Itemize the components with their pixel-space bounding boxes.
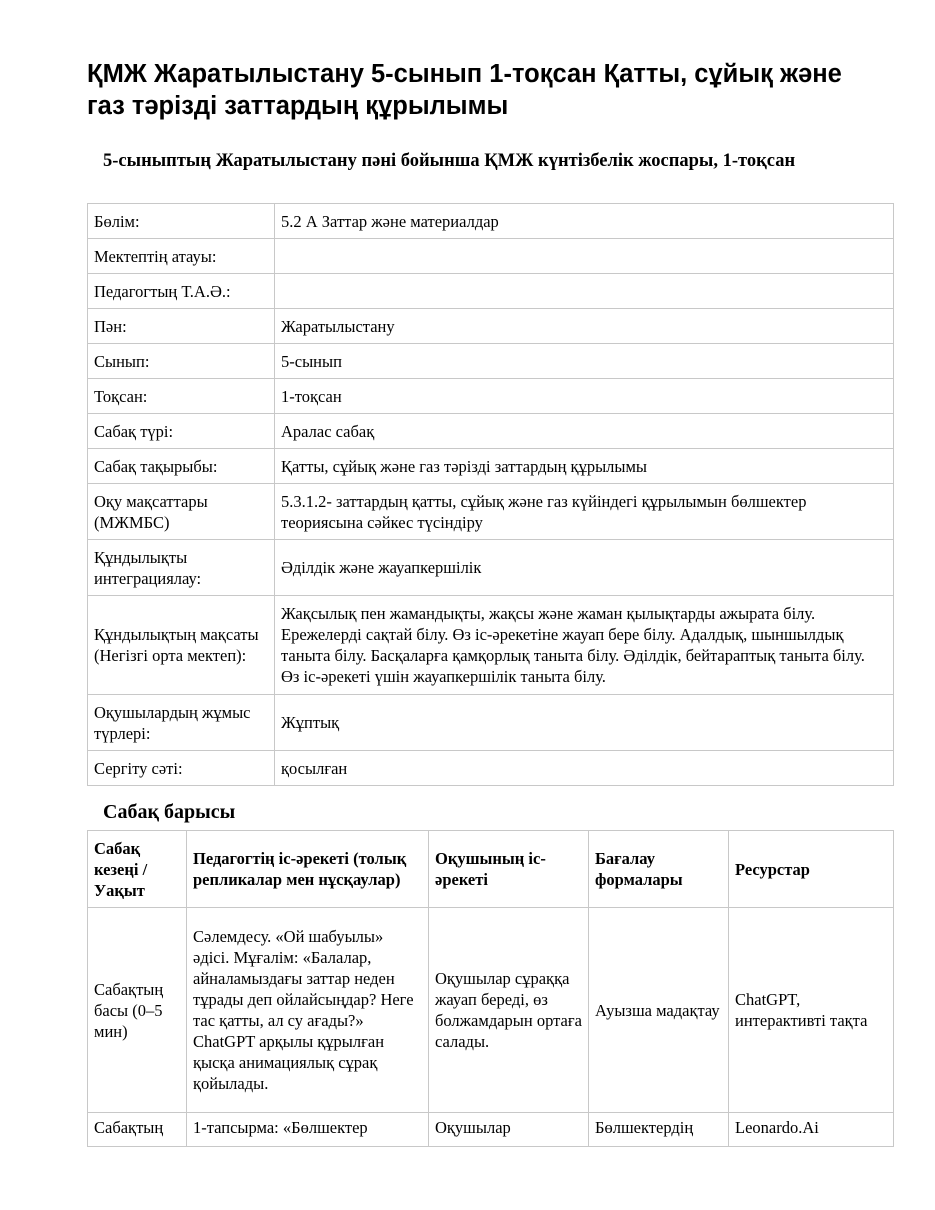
student-activity-cell: Оқушылар сұраққа жауап береді, өз болжамдарын ортаға салады. [429,908,589,1113]
table-row [88,309,894,344]
stage-cell: Сабақтың басы (0–5 мин) [88,908,187,1113]
lesson-info-table [87,203,894,786]
info-value: қосылған [275,751,894,786]
info-value: 5.3.1.2- заттардың қатты, сұйық және газ күйіндегі құрылымын бөлшектер теориясына сәйкес түсіндіру [275,484,894,540]
info-value: Жұптық [275,695,894,751]
info-value: Әділдік және жауапкершілік [275,540,894,596]
table-row [88,344,894,379]
info-value [275,239,894,274]
resources-cell: Leonardo.Ai [729,1113,894,1147]
table-row [88,379,894,414]
info-value: Жақсылық пен жамандықты, жақсы және жаман қылықтарды ажырата білу. Ережелерді сақтай білу. Өз іс-әрекетіне жауап бере білу. Адалдық, шыншылдық таныта білу. Басқаларға қамқорлық таныта білу. Әділдік, бейтараптық таныта білу. Өз іс-әрекеті үшін жауапкершілік таныта білу. [275,596,894,695]
info-label: Құндылықтың мақсаты (Негізгі орта мектеп): [88,596,275,695]
info-label: Оқушылардың жұмыс түрлері: [88,695,275,751]
document-subtitle: 5-сыныптың Жаратылыстану пәні бойынша ҚМЖ күнтізбелік жоспары, 1-тоқсан [103,151,796,171]
assessment-cell: Бөлшектердің [589,1113,729,1147]
stage-cell: Сабақтың [88,1113,187,1147]
header-resources: Ресурстар [729,831,894,908]
table-row [88,414,894,449]
table-header-row [88,831,894,908]
info-value: 5.2 А Заттар және материалдар [275,204,894,239]
teacher-activity-cell: 1-тапсырма: «Бөлшектер [187,1113,429,1147]
info-label: Сабақ тақырыбы: [88,449,275,484]
assessment-cell: Ауызша мадақтау [589,908,729,1113]
info-label: Сынып: [88,344,275,379]
info-value: 1-тоқсан [275,379,894,414]
header-stage: Сабақ кезеңі / Уақыт [88,831,187,908]
info-value: 5-сынып [275,344,894,379]
table-row [88,484,894,540]
info-label: Құндылықты интеграциялау: [88,540,275,596]
info-label: Мектептің атауы: [88,239,275,274]
table-row [88,540,894,596]
table-row [88,274,894,309]
info-label: Тоқсан: [88,379,275,414]
info-label: Оқу мақсаттары (МЖМБС) [88,484,275,540]
table-row [88,751,894,786]
header-student-activity: Оқушының іс-әрекеті [429,831,589,908]
lesson-flow-table [87,830,894,1147]
section-title: Сабақ барысы [103,801,236,823]
table-row [88,908,894,1113]
table-row [88,1113,894,1147]
table-row [88,695,894,751]
info-label: Педагогтың Т.А.Ә.: [88,274,275,309]
header-assessment: Бағалау формалары [589,831,729,908]
student-activity-cell: Оқушылар [429,1113,589,1147]
table-row [88,239,894,274]
info-value: Қатты, сұйық және газ тәрізді заттардың құрылымы [275,449,894,484]
table-row [88,204,894,239]
info-label: Бөлім: [88,204,275,239]
table-row [88,596,894,695]
info-value [275,274,894,309]
resources-cell: ChatGPT, интерактивті тақта [729,908,894,1113]
info-value: Жаратылыстану [275,309,894,344]
header-teacher-activity: Педагогтің іс-әрекеті (толық репликалар мен нұсқаулар) [187,831,429,908]
teacher-activity-cell: Сәлемдесу. «Ой шабуылы» әдісі. Мұғалім: «Балалар, айналамыздағы заттар неден тұрады деп ойлайсыңдар? Неге тас қатты, ал су ағады?» ChatGPT арқылы құрылған қысқа анимациялық сұрақ қойылады. [187,908,429,1113]
info-label: Сергіту сәті: [88,751,275,786]
info-label: Пән: [88,309,275,344]
info-label: Сабақ түрі: [88,414,275,449]
info-value: Аралас сабақ [275,414,894,449]
table-row [88,449,894,484]
document-title: ҚМЖ Жаратылыстану 5-сынып 1-тоқсан Қатты, сұйық және газ тәрізді заттардың құрылымы [87,60,842,120]
